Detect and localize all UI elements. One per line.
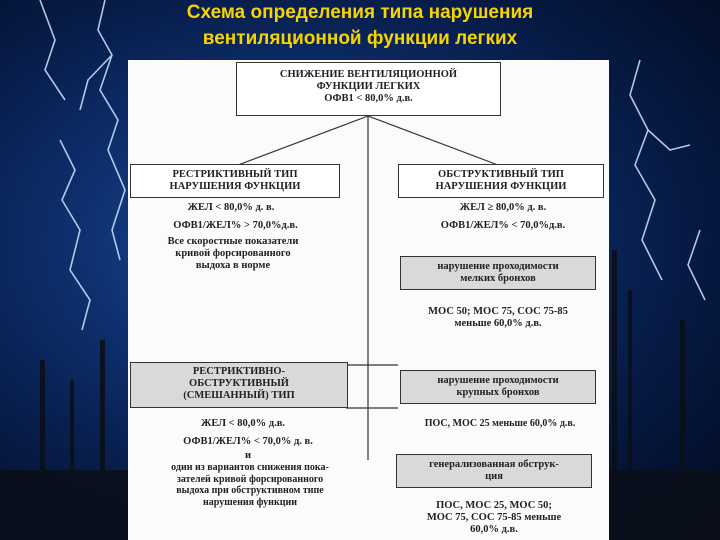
generalized-line2: ция	[485, 471, 503, 482]
mixed-note-line3: выдоха при обструктивном типе	[176, 485, 324, 496]
obstructive-criterion-vc: ЖЕЛ ≥ 80,0% д. в.	[459, 202, 547, 213]
top-box-line1: СНИЖЕНИЕ ВЕНТИЛЯЦИОННОЙ	[279, 69, 458, 80]
small-bronchi-criteria-line1: МОС 50; МОС 75, СОС 75-85	[428, 306, 568, 317]
slide-title-line2: вентиляционной функции легких	[202, 28, 518, 49]
slide-title-line1: Схема определения типа нарушения	[186, 2, 534, 23]
small-bronchi-line2: мелких бронхов	[460, 273, 536, 284]
mixed-note-line1: один из вариантов снижения пока-	[171, 462, 329, 473]
mixed-header-line2: ОБСТРУКТИВНЫЙ	[189, 378, 289, 389]
restrictive-note	[138, 236, 328, 272]
large-bronchi-line1: нарушение проходимости	[437, 375, 559, 386]
top-box-line3: ОФВ1 < 80,0% д.в.	[324, 93, 413, 104]
mixed-criterion-vc: ЖЕЛ < 80,0% д.в.	[200, 418, 286, 429]
restrictive-note-line3: выдоха в норме	[195, 260, 271, 271]
top-box-line2: ФУНКЦИИ ЛЕГКИХ	[316, 81, 421, 92]
mixed-type-box	[130, 362, 348, 408]
obstructive-header-line1: ОБСТРУКТИВНЫЙ ТИП	[438, 169, 564, 180]
restrictive-note-line1: Все скоростные показатели	[167, 236, 299, 247]
restrictive-header-line1: РЕСТРИКТИВНЫЙ ТИП	[172, 169, 298, 180]
restrictive-type-box	[130, 164, 340, 198]
mixed-header-line3: (СМЕШАННЫЙ) ТИП	[183, 390, 295, 401]
large-bronchi-line2: крупных бронхов	[456, 387, 540, 398]
mixed-header-line1: РЕСТРИКТИВНО-	[192, 366, 286, 377]
slide-title	[0, 0, 720, 52]
small-bronchi-criteria-line2: меньше 60,0% д.в.	[454, 318, 542, 329]
mixed-conjunction: и	[244, 450, 252, 461]
mixed-note-line2: зателей кривой форсированного	[176, 473, 324, 485]
obstructive-header-line2: НАРУШЕНИЯ ФУНКЦИИ	[435, 181, 567, 192]
generalized-line1: генерализованная обструк-	[429, 459, 559, 470]
large-bronchi-criteria: ПОС, МОС 25 меньше 60,0% д.в.	[424, 418, 576, 429]
restrictive-criterion-ratio: ОФВ1/ЖЕЛ% > 70,0%д.в.	[173, 220, 298, 231]
mixed-criterion-ratio: ОФВ1/ЖЕЛ% < 70,0% д. в.	[183, 436, 313, 447]
generalized-criteria	[394, 500, 594, 536]
reduced-ventilation-box	[236, 62, 501, 116]
obstructive-criterion-ratio: ОФВ1/ЖЕЛ% < 70,0%д.в.	[440, 220, 566, 231]
large-bronchi-box	[400, 370, 596, 404]
small-bronchi-box	[400, 256, 596, 290]
mixed-note	[132, 462, 368, 508]
diagram-sheet	[128, 60, 609, 540]
generalized-criteria-line3: 60,0% д.в.	[470, 524, 518, 535]
restrictive-header-line2: НАРУШЕНИЯ ФУНКЦИИ	[169, 181, 301, 192]
restrictive-note-line2: кривой форсированного	[175, 248, 291, 259]
small-bronchi-line1: нарушение проходимости	[437, 261, 559, 272]
mixed-note-line4: нарушения функции	[203, 496, 297, 508]
obstructive-type-box	[398, 164, 604, 198]
generalized-criteria-line1: ПОС, МОС 25, МОС 50;	[436, 500, 552, 511]
restrictive-criterion-vc: ЖЕЛ < 80,0% д. в.	[187, 202, 275, 213]
generalized-obstruction-box	[396, 454, 592, 488]
small-bronchi-criteria	[398, 306, 598, 330]
generalized-criteria-line2: МОС 75, СОС 75-85 меньше	[426, 512, 562, 523]
